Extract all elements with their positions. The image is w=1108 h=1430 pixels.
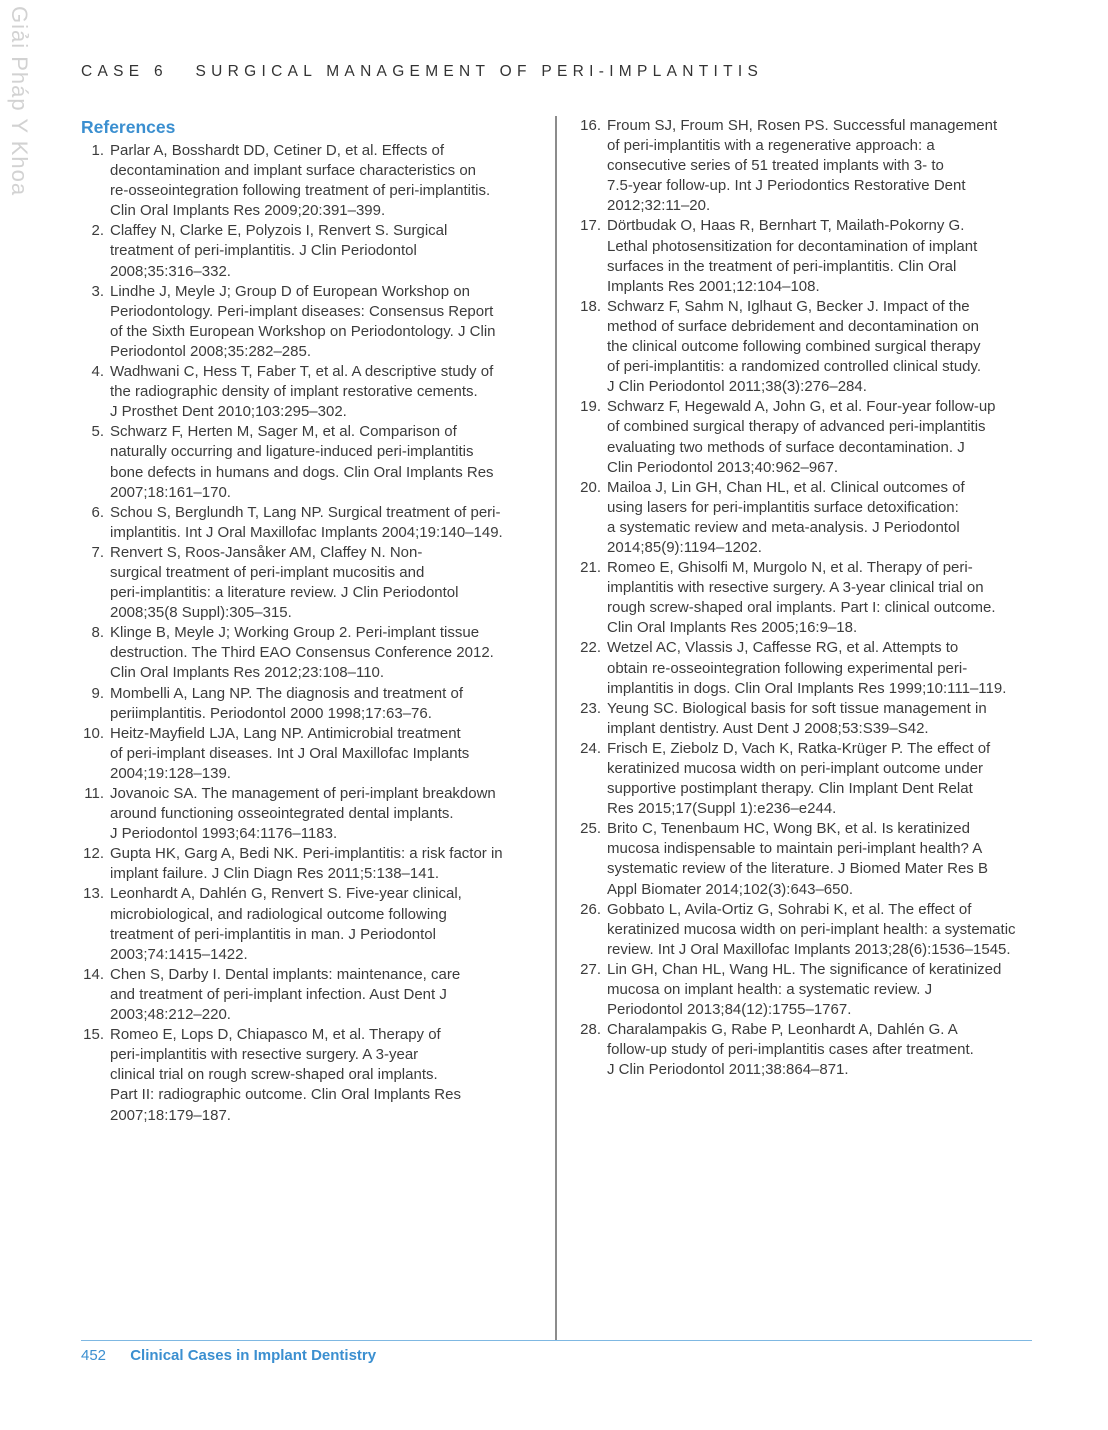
reference-item: [578, 397, 1038, 477]
reference-line: peri-implantitis: a literature review. J Clin Periodontol: [110, 584, 459, 602]
reference-line: Heitz-Mayfield LJA, Lang NP. Antimicrobial treatment: [110, 724, 461, 742]
reference-item: [81, 1025, 543, 1125]
reference-item: [578, 960, 1038, 1020]
references-heading: References: [81, 117, 176, 137]
reference-line: implantitis in dogs. Clin Oral Implants Res 1999;10:111–119.: [607, 679, 1007, 697]
reference-number: 16.: [580, 117, 601, 134]
reference-line: 2008;35(8 Suppl):305–315.: [110, 604, 292, 622]
reference-line: Res 2015;17(Suppl 1):e236–e244.: [607, 800, 837, 818]
reference-line: 2003;48:212–220.: [110, 1006, 231, 1024]
reference-line: Schwarz F, Herten M, Sager M, et al. Comparison of: [110, 423, 457, 441]
reference-text: [110, 1025, 543, 1125]
reference-number: 10.: [83, 724, 104, 742]
reference-line: Yeung SC. Biological basis for soft tissue management in: [607, 699, 987, 717]
reference-line: J Periodontol 1993;64:1176–1183.: [110, 825, 338, 843]
reference-line: implantitis. Int J Oral Maxillofac Implants 2004;19:140–149.: [110, 523, 503, 541]
reference-item: [578, 297, 1038, 397]
reference-line: of peri-implantitis: a randomized controlled clinical study.: [607, 358, 982, 376]
reference-line: Periodontol 2013;84(12):1755–1767.: [607, 1001, 852, 1019]
reference-number: 12.: [83, 845, 104, 863]
reference-item: [578, 478, 1038, 558]
reference-number: 27.: [580, 960, 601, 978]
reference-line: follow-up study of peri-implantitis cases after treatment.: [607, 1041, 974, 1059]
reference-line: Schwarz F, Hegewald A, John G, et al. Four-year follow-up: [607, 398, 996, 416]
reference-line: surgical treatment of peri-implant mucositis and: [110, 563, 425, 581]
reference-line: Lin GH, Chan HL, Wang HL. The significance of keratinized: [607, 960, 1002, 978]
reference-item: [578, 819, 1038, 899]
reference-line: mucosa indispensable to maintain peri-implant health? A: [607, 840, 983, 858]
reference-text: [110, 141, 543, 221]
reference-line: rough screw-shaped oral implants. Part I: clinical outcome.: [607, 599, 996, 617]
reference-line: Wetzel AC, Vlassis J, Caffesse RG, et al. Attempts to: [607, 639, 959, 657]
reference-item: [578, 699, 1038, 739]
reference-item: [81, 784, 543, 844]
reference-item: [81, 884, 543, 964]
reference-line: the clinical outcome following combined surgical therapy: [607, 338, 981, 356]
reference-line: 2014;85(9):1194–1202.: [607, 538, 762, 556]
reference-text: [607, 638, 1038, 698]
reference-line: evaluating two methods of surface decontamination. J: [607, 438, 965, 456]
reference-line: Chen S, Darby I. Dental implants: maintenance, care: [110, 965, 461, 983]
reference-number: 6.: [91, 503, 104, 521]
reference-number: 13.: [83, 885, 104, 903]
reference-line: Parlar A, Bosshardt DD, Cetiner D, et al. Effects of: [110, 142, 445, 159]
reference-line: Jovanoic SA. The management of peri-implant breakdown: [110, 785, 496, 802]
references-right-column: [578, 116, 1038, 1081]
reference-line: Clin Oral Implants Res 2012;23:108–110.: [110, 664, 385, 682]
reference-text: [607, 297, 1038, 397]
reference-line: Gupta HK, Garg A, Bedi NK. Peri-implantitis: a risk factor in: [110, 845, 503, 863]
reference-line: 2004;19:128–139.: [110, 764, 231, 782]
reference-line: Mailoa J, Lin GH, Chan HL, et al. Clinical outcomes of: [607, 478, 965, 496]
reference-line: Romeo E, Lops D, Chiapasco M, et al. Therapy of: [110, 1026, 441, 1044]
reference-line: implantitis with resective surgery. A 3-year clinical trial on: [607, 579, 984, 597]
reference-line: re-osseointegration following treatment of peri-implantitis.: [110, 182, 491, 200]
reference-line: mucosa on implant health: a systematic review. J: [607, 981, 933, 999]
reference-line: implant failure. J Clin Diagn Res 2011;5:138–141.: [110, 865, 440, 883]
reference-item: [81, 282, 543, 362]
reference-item: [81, 844, 543, 884]
reference-text: [110, 784, 543, 844]
reference-line: 2008;35:316–332.: [110, 262, 231, 280]
reference-line: method of surface debridement and decontamination on: [607, 317, 979, 335]
reference-number: 11.: [84, 785, 104, 802]
reference-text: [607, 397, 1038, 477]
reference-line: keratinized mucosa width on peri-implant outcome under: [607, 760, 984, 777]
reference-line: of the Sixth European Workshop on Periodontology. J Clin: [110, 322, 496, 340]
reference-item: [81, 141, 543, 221]
reference-line: 2007;18:161–170.: [110, 483, 231, 501]
reference-number: 26.: [580, 900, 601, 918]
reference-line: using lasers for peri-implantitis surface detoxification:: [607, 498, 959, 516]
reference-number: 3.: [91, 282, 104, 300]
reference-line: supportive postimplant therapy. Clin Implant Dent Relat: [607, 780, 973, 798]
reference-line: microbiological, and radiological outcome following: [110, 905, 447, 923]
watermark: Giải Pháp Y Khoa: [7, 6, 32, 197]
reference-line: J Clin Periodontol 2011;38(3):276–284.: [607, 378, 867, 396]
reference-item: [81, 965, 543, 1025]
reference-item: [578, 900, 1038, 960]
reference-line: Froum SJ, Froum SH, Rosen PS. Successful management: [607, 117, 998, 134]
reference-line: Schou S, Berglundh T, Lang NP. Surgical treatment of peri-: [110, 503, 501, 521]
reference-line: review. Int J Oral Maxillofac Implants 2013;28(6):1536–1545.: [607, 940, 1011, 958]
footer: [81, 1347, 376, 1364]
reference-line: Brito C, Tenenbaum HC, Wong BK, et al. Is keratinized: [607, 820, 970, 838]
reference-item: [81, 221, 543, 281]
reference-number: 8.: [91, 624, 104, 642]
footer-rule: [81, 1340, 1032, 1341]
reference-line: clinical trial on rough screw-shaped oral implants.: [110, 1066, 438, 1084]
reference-number: 20.: [580, 478, 601, 496]
reference-line: obtain re-osseointegration following experimental peri-: [607, 659, 968, 677]
running-head: [81, 63, 763, 81]
reference-text: [110, 965, 543, 1025]
reference-text: [607, 699, 1038, 739]
reference-line: Clin Periodontol 2013;40:962–967.: [607, 458, 839, 476]
page-number: 452: [81, 1347, 107, 1364]
reference-text: [110, 221, 543, 281]
reference-text: [110, 884, 543, 964]
reference-line: naturally occurring and ligature-induced peri-implantitis: [110, 443, 474, 461]
reference-line: Implants Res 2001;12:104–108.: [607, 277, 820, 295]
reference-line: treatment of peri-implantitis. J Clin Periodontol: [110, 242, 417, 260]
reference-number: 15.: [83, 1026, 104, 1044]
reference-line: implant dentistry. Aust Dent J 2008;53:S39–S42.: [607, 719, 929, 737]
reference-text: [110, 684, 543, 724]
reference-line: Charalampakis G, Rabe P, Leonhardt A, Dahlén G. A: [607, 1021, 958, 1039]
reference-text: [607, 900, 1038, 960]
reference-line: Leonhardt A, Dahlén G, Renvert S. Five-year clinical,: [110, 885, 462, 903]
reference-text: [110, 422, 543, 502]
reference-text: [607, 739, 1038, 819]
column-divider: [555, 116, 557, 1341]
reference-number: 17.: [580, 217, 601, 235]
reference-line: 2003;74:1415–1422.: [110, 945, 248, 963]
reference-line: J Clin Periodontol 2011;38:864–871.: [607, 1061, 849, 1079]
reference-number: 22.: [580, 639, 601, 657]
reference-line: Appl Biomater 2014;102(3):643–650.: [607, 880, 854, 898]
case-label: CASE 6: [81, 63, 168, 80]
reference-line: Part II: radiographic outcome. Clin Oral Implants Res: [110, 1086, 461, 1104]
reference-text: [110, 844, 543, 884]
reference-list-right: [578, 116, 1038, 1081]
reference-line: of peri-implantitis with a regenerative approach: a: [607, 137, 935, 155]
reference-item: [81, 362, 543, 422]
reference-item: [81, 684, 543, 724]
reference-line: surfaces in the treatment of peri-implantitis. Clin Oral: [607, 257, 957, 275]
reference-line: J Prosthet Dent 2010;103:295–302.: [110, 403, 347, 421]
reference-line: 2007;18:179–187.: [110, 1106, 231, 1124]
reference-text: [110, 503, 543, 543]
reference-line: Periodontol 2008;35:282–285.: [110, 342, 312, 360]
reference-line: and treatment of peri-implant infection. Aust Dent J: [110, 985, 447, 1003]
reference-text: [110, 543, 543, 623]
reference-line: Mombelli A, Lang NP. The diagnosis and treatment of: [110, 684, 463, 702]
reference-line: a systematic review and meta-analysis. J Periodontol: [607, 518, 960, 536]
reference-number: 28.: [580, 1021, 601, 1039]
reference-line: systematic review of the literature. J Biomed Mater Res B: [607, 860, 988, 878]
reference-item: [81, 543, 543, 623]
reference-line: 7.5-year follow-up. Int J Periodontics Restorative Dent: [607, 177, 966, 195]
reference-line: Klinge B, Meyle J; Working Group 2. Peri-implant tissue: [110, 624, 480, 642]
reference-number: 5.: [91, 423, 104, 441]
reference-item: [81, 623, 543, 683]
reference-number: 18.: [580, 297, 601, 315]
book-title: Clinical Cases in Implant Dentistry: [130, 1347, 377, 1364]
reference-text: [110, 362, 543, 422]
reference-number: 25.: [580, 820, 601, 838]
reference-number: 1.: [91, 142, 104, 159]
reference-item: [578, 739, 1038, 819]
reference-line: Schwarz F, Sahm N, Iglhaut G, Becker J. Impact of the: [607, 297, 970, 315]
reference-line: Clin Oral Implants Res 2005;16:9–18.: [607, 619, 858, 637]
reference-number: 19.: [580, 398, 601, 416]
references-left-column: [81, 116, 543, 1126]
reference-text: [607, 1020, 1038, 1080]
reference-text: [607, 216, 1038, 296]
reference-number: 2.: [91, 222, 104, 240]
reference-line: Claffey N, Clarke E, Polyzois I, Renvert S. Surgical: [110, 222, 448, 240]
reference-text: [607, 116, 1038, 216]
reference-line: Gobbato L, Avila-Ortiz G, Sohrabi K, et al. The effect of: [607, 900, 972, 918]
reference-item: [578, 1020, 1038, 1080]
reference-text: [607, 478, 1038, 558]
reference-line: Renvert S, Roos-Jansåker AM, Claffey N. Non-: [110, 543, 423, 561]
reference-item: [81, 724, 543, 784]
reference-line: Wadhwani C, Hess T, Faber T, et al. A descriptive study of: [110, 363, 494, 381]
reference-line: of peri-implant diseases. Int J Oral Maxillofac Implants: [110, 744, 470, 762]
reference-item: [578, 638, 1038, 698]
reference-text: [607, 558, 1038, 638]
reference-item: [81, 422, 543, 502]
reference-text: [607, 819, 1038, 899]
reference-line: bone defects in humans and dogs. Clin Oral Implants Res: [110, 463, 494, 481]
reference-number: 4.: [91, 363, 104, 381]
reference-line: 2012;32:11–20.: [607, 197, 711, 215]
reference-line: Frisch E, Ziebolz D, Vach K, Ratka-Krüger P. The effect of: [607, 739, 991, 757]
chapter-title: SURGICAL MANAGEMENT OF PERI-IMPLANTITIS: [195, 63, 764, 80]
reference-item: [578, 116, 1038, 216]
reference-line: keratinized mucosa width on peri-implant health: a systematic: [607, 920, 1016, 938]
reference-line: decontamination and implant surface characteristics on: [110, 162, 477, 180]
reference-number: 7.: [91, 543, 104, 561]
reference-line: Clin Oral Implants Res 2009;20:391–399.: [110, 202, 386, 220]
reference-line: of combined surgical therapy of advanced peri-implantitis: [607, 418, 986, 436]
reference-item: [81, 503, 543, 543]
reference-line: destruction. The Third EAO Consensus Conference 2012.: [110, 644, 494, 662]
reference-text: [607, 960, 1038, 1020]
reference-number: 23.: [580, 699, 601, 717]
reference-text: [110, 282, 543, 362]
reference-number: 24.: [580, 739, 601, 757]
reference-line: peri-implantitis with resective surgery. A 3-year: [110, 1046, 419, 1064]
reference-item: [578, 216, 1038, 296]
reference-number: 14.: [83, 965, 104, 983]
reference-line: treatment of peri-implantitis in man. J Periodontol: [110, 925, 436, 943]
reference-number: 9.: [91, 684, 104, 702]
reference-line: Lindhe J, Meyle J; Group D of European Workshop on: [110, 282, 470, 300]
reference-line: consecutive series of 51 treated implants with 3- to: [607, 157, 944, 175]
reference-item: [578, 558, 1038, 638]
reference-line: Romeo E, Ghisolfi M, Murgolo N, et al. Therapy of peri-: [607, 559, 973, 577]
reference-line: Lethal photosensitization for decontamination of implant: [607, 237, 978, 255]
reference-line: around functioning osseointegrated dental implants.: [110, 805, 454, 823]
reference-number: 21.: [580, 559, 601, 577]
reference-list-left: [81, 141, 543, 1126]
reference-line: periimplantitis. Periodontol 2000 1998;17:63–76.: [110, 704, 432, 722]
reference-text: [110, 724, 543, 784]
reference-text: [110, 623, 543, 683]
reference-line: Periodontology. Peri-implant diseases: Consensus Report: [110, 302, 494, 320]
reference-line: Dörtbudak O, Haas R, Bernhart T, Mailath-Pokorny G.: [607, 217, 965, 235]
reference-line: the radiographic density of implant restorative cements.: [110, 383, 478, 401]
